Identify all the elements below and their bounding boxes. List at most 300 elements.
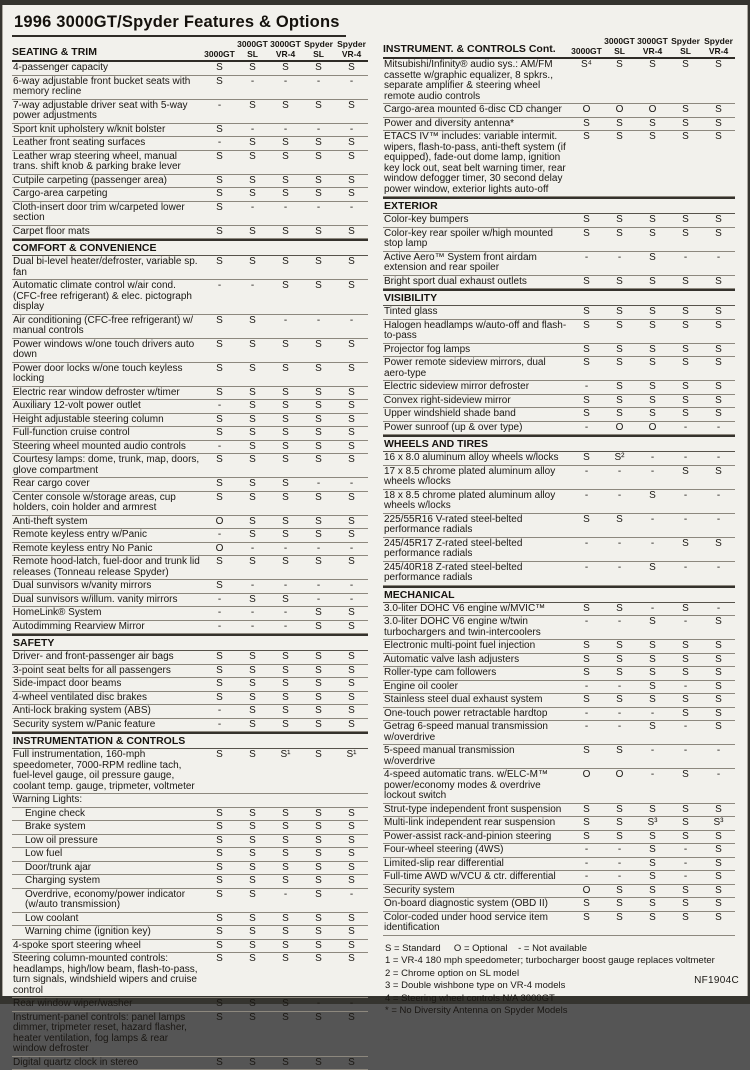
page-title: 1996 3000GT/Spyder Features & Options	[12, 12, 346, 37]
feature-row	[12, 705, 368, 719]
feature-label: Charging system	[12, 875, 203, 888]
feature-row	[383, 817, 735, 831]
value-cell: -	[702, 603, 735, 615]
feature-label: Strut-type independent front suspension	[383, 804, 570, 817]
value-cell: S	[236, 594, 269, 606]
feature-label: 3.0-liter DOHC V6 engine w/MVIC™	[383, 603, 570, 616]
value-cell: S	[302, 529, 335, 541]
value-cell: S	[335, 678, 368, 690]
feature-label: Tinted glass	[383, 306, 570, 319]
value-cell: S	[236, 835, 269, 847]
value-cell: S	[203, 226, 236, 238]
value-cell: S	[603, 344, 636, 356]
value-cell: S	[636, 858, 669, 870]
feature-label: Dual sunvisors w/vanity mirrors	[12, 580, 203, 593]
feature-label: Carpet floor mats	[12, 226, 203, 239]
value-cell: S	[302, 441, 335, 453]
value-cell: S	[302, 387, 335, 399]
value-cell: S	[335, 492, 368, 504]
feature-label: Low fuel	[12, 848, 203, 861]
feature-row	[383, 452, 735, 466]
value-cell: S	[335, 280, 368, 292]
feature-row	[383, 603, 735, 617]
feature-row	[383, 381, 735, 395]
value-cell: -	[236, 124, 269, 136]
value-cell: S	[335, 821, 368, 833]
value-cell: S	[236, 226, 269, 238]
value-cell: S	[335, 926, 368, 938]
value-cell: S	[636, 640, 669, 652]
value-cell: S	[302, 175, 335, 187]
value-cell: S	[302, 256, 335, 268]
value-cell	[302, 794, 335, 795]
column-header-line1: Spyder	[702, 37, 735, 47]
value-cell: S	[570, 912, 603, 924]
value-cell: S	[669, 320, 702, 332]
value-cell: S	[603, 59, 636, 71]
feature-label: One-touch power retractable hardtop	[383, 708, 570, 721]
feature-row	[12, 594, 368, 608]
value-cell: S	[669, 395, 702, 407]
value-cell: S	[236, 339, 269, 351]
value-cell: S²	[603, 452, 636, 464]
section-header: EXTERIOR	[383, 197, 735, 214]
value-cell: -	[570, 721, 603, 733]
value-cell: -	[702, 562, 735, 574]
feature-row	[383, 769, 735, 804]
feature-label: 225/55R16 V-rated steel-belted performance radials	[383, 514, 570, 537]
value-cell: S	[203, 749, 236, 761]
value-cell: S	[302, 492, 335, 504]
value-cell: S	[335, 427, 368, 439]
value-cell: O	[603, 422, 636, 434]
subsection-row	[12, 794, 368, 808]
value-cell: -	[236, 280, 269, 292]
column-header-line2: VR-4	[702, 47, 735, 57]
feature-label: Rear window wiper/washer	[12, 998, 203, 1011]
value-cell: S	[335, 100, 368, 112]
value-cell: S	[203, 1057, 236, 1069]
column-header	[636, 37, 669, 56]
value-cell: S	[570, 408, 603, 420]
feature-row	[383, 694, 735, 708]
value-cell: O	[636, 104, 669, 116]
value-cell: -	[269, 124, 302, 136]
column-header-line1: 3000GT	[236, 40, 269, 50]
feature-label: Dual sunvisors w/illum. vanity mirrors	[12, 594, 203, 607]
feature-label: Full-time AWD w/VCU & ctr. differential	[383, 871, 570, 884]
value-cell: S	[203, 454, 236, 466]
value-cell: S	[603, 214, 636, 226]
feature-label: 4-speed automatic trans. w/ELC-M™ power/economy modes & overdrive lockout switch	[383, 769, 570, 803]
value-cell: -	[203, 400, 236, 412]
feature-label: Brake system	[12, 821, 203, 834]
value-cell: S	[636, 898, 669, 910]
column-header-line1: Spyder	[302, 40, 335, 50]
feature-row	[383, 408, 735, 422]
value-cell: S	[269, 651, 302, 663]
value-cell: S	[269, 808, 302, 820]
value-cell: S	[203, 315, 236, 327]
column-header-line1: Spyder	[335, 40, 368, 50]
value-cell: S	[570, 667, 603, 679]
value-cell: -	[570, 466, 603, 478]
value-cell: S	[702, 694, 735, 706]
value-cell: S	[236, 188, 269, 200]
column-header-line1: 3000GT	[269, 40, 302, 50]
value-cell: S	[203, 862, 236, 874]
value-cell: S	[335, 400, 368, 412]
value-cell: S	[236, 889, 269, 901]
feature-label: Center console w/storage areas, cup holders, coin holder and armrest	[12, 492, 203, 515]
feature-row	[383, 681, 735, 695]
value-cell: S	[669, 276, 702, 288]
value-cell: S	[702, 408, 735, 420]
value-cell: S	[702, 667, 735, 679]
value-cell: S	[236, 678, 269, 690]
value-cell: S	[269, 926, 302, 938]
value-cell: S	[335, 808, 368, 820]
value-cell: S	[236, 516, 269, 528]
value-cell: S	[570, 131, 603, 143]
feature-label: Air conditioning (CFC-free refrigerant) w/ manual controls	[12, 315, 203, 338]
value-cell: -	[603, 681, 636, 693]
feature-label: Autodimming Rearview Mirror	[12, 621, 203, 634]
value-cell: -	[570, 381, 603, 393]
value-cell: S	[335, 665, 368, 677]
feature-row	[383, 745, 735, 769]
value-cell: S	[269, 516, 302, 528]
feature-row	[12, 913, 368, 927]
value-cell: S	[203, 387, 236, 399]
value-cell: S	[570, 898, 603, 910]
value-cell: S	[335, 62, 368, 74]
value-cell: S	[669, 104, 702, 116]
feature-row	[12, 848, 368, 862]
value-cell: S	[702, 357, 735, 369]
value-cell: S	[236, 692, 269, 704]
value-cell: S	[570, 320, 603, 332]
value-cell: -	[669, 252, 702, 264]
value-cell: -	[636, 452, 669, 464]
column-header-line1: 3000GT	[203, 50, 236, 60]
feature-label: Color-key rear spoiler w/high mounted stop lamp	[383, 228, 570, 251]
value-cell: S	[203, 1012, 236, 1024]
value-cell: S	[570, 745, 603, 757]
feature-row	[12, 478, 368, 492]
value-cell: S	[203, 556, 236, 568]
feature-label: Cutpile carpeting (passenger area)	[12, 175, 203, 188]
value-cell: S	[636, 276, 669, 288]
feature-label: Leather front seating surfaces	[12, 137, 203, 150]
value-cell: S	[669, 408, 702, 420]
value-cell: S	[203, 913, 236, 925]
value-cell: S	[269, 62, 302, 74]
value-cell: -	[669, 514, 702, 526]
feature-row	[12, 651, 368, 665]
column-header-row	[383, 37, 735, 59]
feature-label: Multi-link independent rear suspension	[383, 817, 570, 830]
value-cell: S	[269, 913, 302, 925]
value-cell: S	[636, 912, 669, 924]
feature-row	[12, 1012, 368, 1057]
value-cell: S	[669, 694, 702, 706]
value-cell: S	[269, 940, 302, 952]
value-cell: S	[302, 621, 335, 633]
feature-label: Upper windshield shade band	[383, 408, 570, 421]
value-cell: S	[636, 721, 669, 733]
value-cell: S	[269, 454, 302, 466]
feature-label: 5-speed manual transmission w/overdrive	[383, 745, 570, 768]
feature-row	[383, 320, 735, 344]
feature-row	[12, 749, 368, 794]
value-cell: S	[302, 913, 335, 925]
feature-label: Automatic valve lash adjusters	[383, 654, 570, 667]
value-cell: S	[269, 427, 302, 439]
value-cell: -	[269, 607, 302, 619]
value-cell: S	[236, 256, 269, 268]
value-cell: -	[302, 580, 335, 592]
value-cell: S	[302, 1057, 335, 1069]
value-cell: S	[335, 454, 368, 466]
value-cell: S	[236, 62, 269, 74]
feature-label: Instrument-panel controls: panel lamps dimmer, tripmeter reset, hazard flasher, heater ventilation, fog lamps & rear window defroster	[12, 1012, 203, 1056]
value-cell: S	[203, 692, 236, 704]
value-cell: -	[236, 543, 269, 555]
feature-row	[383, 422, 735, 436]
value-cell: S	[570, 395, 603, 407]
value-cell: S	[702, 858, 735, 870]
value-cell: S	[570, 118, 603, 130]
value-cell: S	[603, 276, 636, 288]
feature-label: 4-spoke sport steering wheel	[12, 940, 203, 953]
value-cell: S	[570, 514, 603, 526]
value-cell: -	[603, 721, 636, 733]
value-cell: S	[269, 835, 302, 847]
value-cell: S	[636, 306, 669, 318]
value-cell: S	[269, 188, 302, 200]
feature-row	[12, 621, 368, 635]
value-cell: S	[269, 848, 302, 860]
value-cell: -	[203, 621, 236, 633]
value-cell: -	[269, 202, 302, 214]
value-cell: S	[236, 400, 269, 412]
feature-label: Steering column-mounted controls: headlamps, high/low beam, flash-to-pass, turn signals, windshield wipers and cruise control	[12, 953, 203, 997]
value-cell: S	[702, 708, 735, 720]
value-cell: S	[636, 654, 669, 666]
value-cell: -	[636, 769, 669, 781]
feature-row	[383, 104, 735, 118]
value-cell: S	[702, 59, 735, 71]
value-cell: -	[570, 871, 603, 883]
left-column	[12, 12, 368, 1070]
feature-label: 17 x 8.5 chrome plated aluminum alloy wheels w/locks	[383, 466, 570, 489]
value-cell: S	[302, 821, 335, 833]
value-cell: S	[570, 452, 603, 464]
value-cell: S	[636, 131, 669, 143]
value-cell: S	[269, 226, 302, 238]
column-header-line1: 3000GT	[570, 47, 603, 57]
value-cell: S	[269, 400, 302, 412]
value-cell: S	[636, 381, 669, 393]
value-cell: S	[636, 59, 669, 71]
feature-row	[383, 118, 735, 132]
value-cell: S	[636, 490, 669, 502]
value-cell: S	[702, 395, 735, 407]
value-cell: S	[570, 603, 603, 615]
value-cell: -	[669, 871, 702, 883]
value-cell: S	[203, 363, 236, 375]
value-cell: S	[702, 681, 735, 693]
value-cell: -	[603, 844, 636, 856]
feature-label: Rear cargo cover	[12, 478, 203, 491]
value-cell: -	[335, 543, 368, 555]
value-cell: S	[702, 104, 735, 116]
value-cell: S	[236, 363, 269, 375]
two-column-layout	[12, 12, 741, 1070]
feature-label: Engine oil cooler	[383, 681, 570, 694]
feature-row	[12, 137, 368, 151]
value-cell: -	[236, 76, 269, 88]
section-header: INSTRUMENT. & CONTROLS Cont.	[383, 43, 570, 56]
feature-row	[383, 562, 735, 586]
value-cell: S	[269, 492, 302, 504]
value-cell: -	[302, 478, 335, 490]
value-cell: S	[570, 357, 603, 369]
column-header-line2: VR-4	[269, 50, 302, 60]
feature-label: Convex right-sideview mirror	[383, 395, 570, 408]
value-cell: -	[570, 844, 603, 856]
value-cell: S	[302, 516, 335, 528]
value-cell: S	[203, 124, 236, 136]
feature-label: Height adjustable steering column	[12, 414, 203, 427]
right-table	[383, 37, 735, 936]
value-cell: S	[603, 381, 636, 393]
value-cell: S	[636, 344, 669, 356]
value-cell: S	[603, 357, 636, 369]
value-cell: -	[236, 580, 269, 592]
feature-label: Digital quartz clock in stereo	[12, 1057, 203, 1070]
value-cell: S	[302, 705, 335, 717]
value-cell: -	[669, 452, 702, 464]
value-cell: S	[335, 940, 368, 952]
feature-row	[12, 62, 368, 76]
value-cell: S	[335, 692, 368, 704]
value-cell: S	[669, 214, 702, 226]
legend-line: 4 = Steering wheel controls N/A 3000GT	[385, 993, 735, 1006]
legend-line: * = No Diversity Antenna on Spyder Models	[385, 1005, 735, 1018]
value-cell: S	[570, 214, 603, 226]
feature-row	[12, 175, 368, 189]
value-cell: S	[302, 100, 335, 112]
value-cell: S	[236, 137, 269, 149]
value-cell: S	[236, 529, 269, 541]
value-cell: -	[570, 252, 603, 264]
value-cell: S	[236, 556, 269, 568]
feature-label: Remote keyless entry w/Panic	[12, 529, 203, 542]
legend	[383, 943, 735, 1018]
feature-label: Full instrumentation, 160-mph speedometer, 7000-RPM redline tach, fuel-level gauge, oil pressure gauge, coolant temp. gauge, tripmeter, voltmeter	[12, 749, 203, 793]
value-cell: S	[669, 344, 702, 356]
feature-label: Power-assist rack-and-pinion steering	[383, 831, 570, 844]
value-cell: S	[269, 821, 302, 833]
value-cell: -	[702, 745, 735, 757]
section-header: WHEELS AND TIRES	[383, 435, 735, 452]
value-cell: S	[636, 694, 669, 706]
value-cell: S	[702, 844, 735, 856]
value-cell: S	[335, 1012, 368, 1024]
value-cell: S	[669, 912, 702, 924]
value-cell: S	[636, 667, 669, 679]
value-cell: S	[335, 953, 368, 965]
feature-label: Door/trunk ajar	[12, 862, 203, 875]
feature-row	[12, 556, 368, 580]
value-cell: S¹	[269, 749, 302, 761]
value-cell: -	[203, 100, 236, 112]
column-header-row	[12, 40, 368, 62]
feature-label: Four-wheel steering (4WS)	[383, 844, 570, 857]
value-cell: S	[570, 654, 603, 666]
value-cell: S	[603, 306, 636, 318]
value-cell: S	[302, 454, 335, 466]
value-cell: S	[669, 131, 702, 143]
value-cell: S	[702, 466, 735, 478]
value-cell	[236, 794, 269, 795]
feature-row	[383, 616, 735, 640]
value-cell: -	[302, 76, 335, 88]
feature-label: Power remote sideview mirrors, dual aero-type	[383, 357, 570, 380]
feature-row	[12, 821, 368, 835]
column-header-line1: 3000GT	[636, 37, 669, 47]
value-cell: S	[236, 651, 269, 663]
feature-row	[12, 151, 368, 175]
value-cell: S	[269, 478, 302, 490]
value-cell: S	[702, 898, 735, 910]
feature-row	[12, 124, 368, 138]
value-cell: S	[335, 339, 368, 351]
feature-row	[12, 580, 368, 594]
feature-row	[12, 256, 368, 280]
value-cell: S	[302, 400, 335, 412]
value-cell: S	[203, 256, 236, 268]
feature-label: HomeLink® System	[12, 607, 203, 620]
value-cell: S	[236, 315, 269, 327]
feature-row	[12, 998, 368, 1012]
value-cell: S	[236, 387, 269, 399]
value-cell: S	[302, 414, 335, 426]
feature-label: Courtesy lamps: dome, trunk, map, doors, glove compartment	[12, 454, 203, 477]
value-cell: S	[669, 466, 702, 478]
value-cell: S	[236, 478, 269, 490]
value-cell: S	[702, 381, 735, 393]
feature-row	[383, 844, 735, 858]
value-cell: -	[702, 422, 735, 434]
value-cell: S	[603, 228, 636, 240]
value-cell: -	[570, 422, 603, 434]
value-cell: S	[269, 953, 302, 965]
value-cell: -	[636, 466, 669, 478]
value-cell: S	[669, 667, 702, 679]
feature-row	[383, 640, 735, 654]
value-cell: S	[335, 175, 368, 187]
value-cell: -	[702, 252, 735, 264]
value-cell: S	[669, 831, 702, 843]
column-header	[702, 37, 735, 56]
feature-label: On-board diagnostic system (OBD II)	[383, 898, 570, 911]
value-cell: S	[636, 320, 669, 332]
value-cell: S	[269, 280, 302, 292]
feature-label: Power windows w/one touch drivers auto down	[12, 339, 203, 362]
